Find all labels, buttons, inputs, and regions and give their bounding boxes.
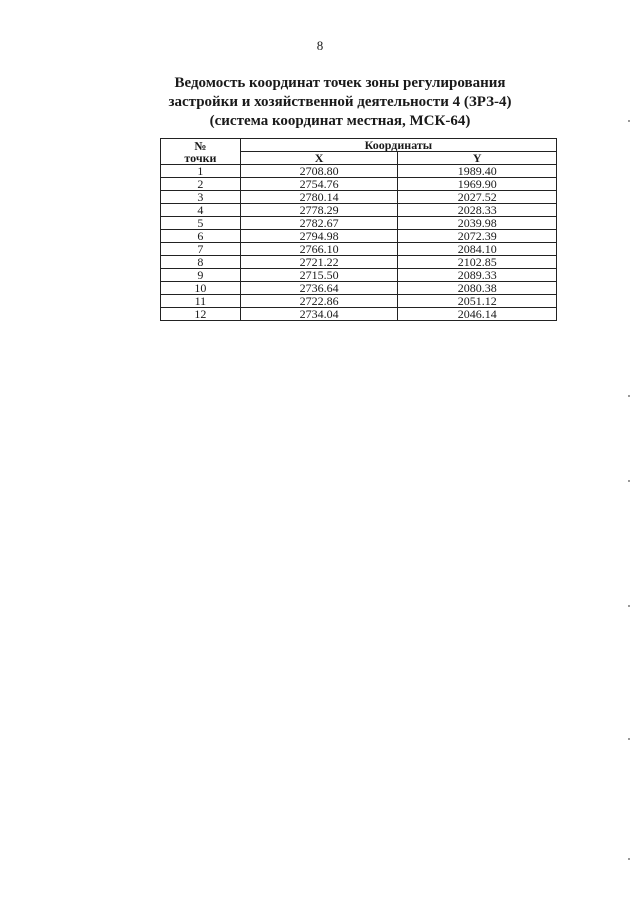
cell-x: 2734.04 — [240, 308, 398, 321]
table-row — [161, 165, 557, 178]
cell-point-number: 11 — [161, 295, 241, 308]
cell-x: 2754.76 — [240, 178, 398, 191]
page-number: 8 — [316, 38, 324, 53]
cell-x: 2780.14 — [240, 191, 398, 204]
header-x: X — [240, 152, 398, 165]
cell-point-number: 5 — [161, 217, 241, 230]
scan-speck — [628, 120, 630, 122]
table-row — [161, 282, 557, 295]
title-line-2: застройки и хозяйственной деятельности 4 (ЗРЗ-4) — [168, 94, 512, 110]
table-row — [161, 308, 557, 321]
cell-y: 2027.52 — [398, 191, 557, 204]
scan-speck — [628, 395, 630, 397]
cell-x: 2708.80 — [240, 165, 398, 178]
cell-x: 2715.50 — [240, 269, 398, 282]
cell-y: 2028.33 — [398, 204, 557, 217]
cell-y: 2072.39 — [398, 230, 557, 243]
table-row — [161, 256, 557, 269]
table-row — [161, 178, 557, 191]
cell-x: 2794.98 — [240, 230, 398, 243]
cell-y: 2089.33 — [398, 269, 557, 282]
cell-point-number: 6 — [161, 230, 241, 243]
cell-x: 2721.22 — [240, 256, 398, 269]
cell-y: 2080.38 — [398, 282, 557, 295]
cell-y: 2046.14 — [398, 308, 557, 321]
document-title — [120, 74, 560, 131]
table-row — [161, 230, 557, 243]
header-point-number — [161, 139, 241, 165]
scan-speck — [628, 858, 630, 860]
scan-speck — [628, 605, 630, 607]
cell-point-number: 9 — [161, 269, 241, 282]
table-row — [161, 204, 557, 217]
cell-y: 2051.12 — [398, 295, 557, 308]
cell-point-number: 1 — [161, 165, 241, 178]
cell-y: 1989.40 — [398, 165, 557, 178]
scan-speck — [628, 480, 630, 482]
header-number-sign: № — [194, 138, 207, 153]
scan-speck — [628, 738, 630, 740]
table-body — [161, 165, 557, 321]
cell-x: 2766.10 — [240, 243, 398, 256]
header-coordinates: Координаты — [240, 139, 556, 152]
table-row — [161, 295, 557, 308]
table-row — [161, 243, 557, 256]
cell-point-number: 3 — [161, 191, 241, 204]
cell-y: 2084.10 — [398, 243, 557, 256]
table-row — [161, 217, 557, 230]
coordinates-table — [160, 138, 557, 321]
cell-point-number: 4 — [161, 204, 241, 217]
cell-point-number: 2 — [161, 178, 241, 191]
cell-point-number: 10 — [161, 282, 241, 295]
cell-y: 2039.98 — [398, 217, 557, 230]
cell-point-number: 7 — [161, 243, 241, 256]
cell-x: 2778.29 — [240, 204, 398, 217]
title-line-1: Ведомость координат точек зоны регулирования — [174, 75, 506, 91]
table-row — [161, 191, 557, 204]
title-line-3: (система координат местная, МСК-64) — [209, 113, 471, 129]
cell-x: 2782.67 — [240, 217, 398, 230]
cell-point-number: 8 — [161, 256, 241, 269]
cell-y: 1969.90 — [398, 178, 557, 191]
cell-x: 2736.64 — [240, 282, 398, 295]
cell-y: 2102.85 — [398, 256, 557, 269]
cell-point-number: 12 — [161, 308, 241, 321]
header-y: Y — [398, 152, 557, 165]
cell-x: 2722.86 — [240, 295, 398, 308]
table-row — [161, 269, 557, 282]
header-point-label: точки — [184, 150, 217, 165]
